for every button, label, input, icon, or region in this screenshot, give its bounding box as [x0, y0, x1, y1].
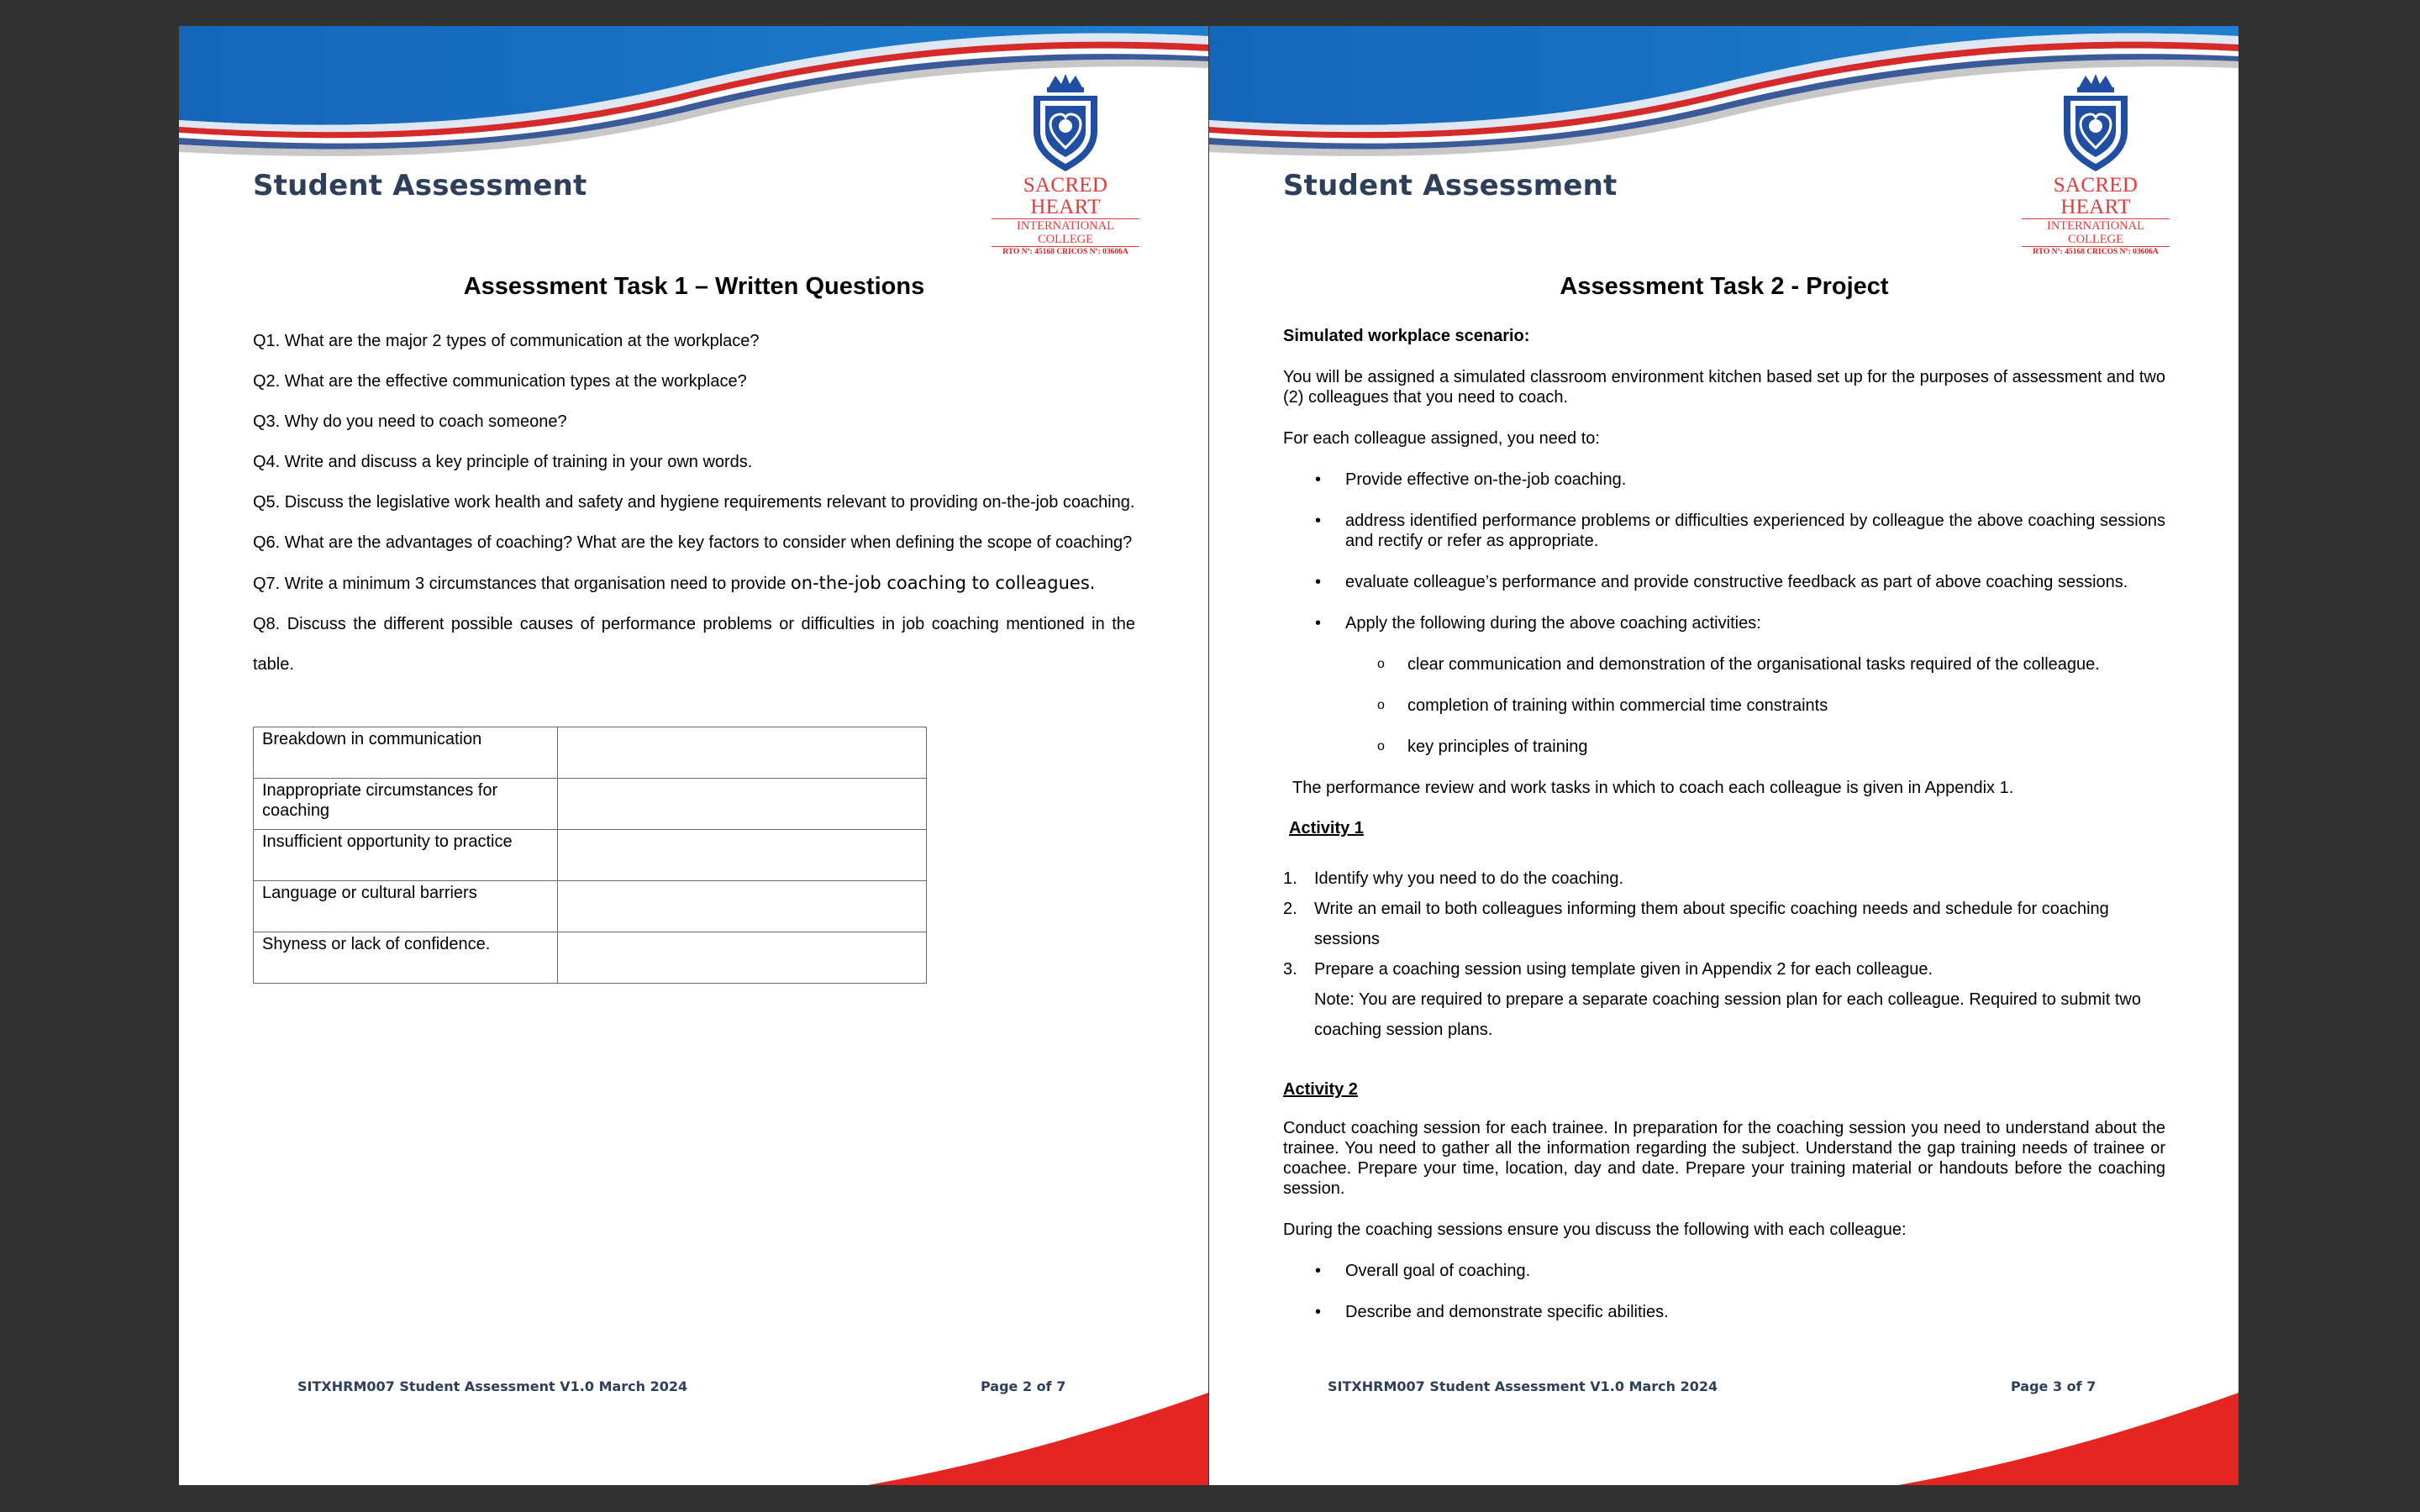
list-number: 3. [1283, 960, 1297, 979]
footer-red-swoosh [179, 1384, 1208, 1485]
circle-bullet-icon: o [1377, 657, 1385, 671]
task-title: Assessment Task 1 – Written Questions [463, 273, 925, 300]
list-item [1283, 613, 2165, 633]
table-row [254, 830, 927, 881]
bullet-icon: • [1315, 1303, 1322, 1321]
list-item-text: Prepare a coaching session using template given in Appendix 2 for each colleague. [1314, 960, 1933, 979]
list-item-text: key principles of training [1407, 738, 1588, 756]
question-6: Q6. What are the advantages of coaching? What are the key factors to consider when defining the scope of coaching? [253, 533, 1133, 552]
crest-icon [2054, 72, 2138, 173]
discuss-list [1283, 1261, 2165, 1322]
requirements-list [1283, 470, 2165, 633]
list-item-text: Describe and demonstrate specific abilities. [1345, 1303, 1669, 1321]
question-7 [253, 563, 1135, 604]
logo-subtitle: INTERNATIONAL COLLEGE [2022, 219, 2170, 247]
list-item [1283, 572, 2165, 592]
question-1: Q1. What are the major 2 types of communication at the workplace? [253, 332, 760, 350]
bullet-icon: • [1315, 614, 1322, 633]
scenario-intro: You will be assigned a simulated classroom environment kitchen based set up for the purposes of assessment and two (2) colleagues that you need to coach. [1283, 368, 2165, 407]
page-content [253, 273, 1135, 984]
question-8: Q8. Discuss the different possible causes of performance problems or difficulties in job coaching mentioned in the table. [253, 615, 1135, 674]
logo-subtitle: INTERNATIONAL COLLEGE [992, 219, 1139, 247]
circle-bullet-icon: o [1377, 698, 1385, 712]
list-number: 2. [1283, 900, 1297, 918]
footer-page-number: Page 2 of 7 [981, 1378, 1066, 1394]
bullet-icon: • [1315, 470, 1322, 489]
activity-1-title: Activity 1 [1289, 819, 1364, 837]
bullet-icon: • [1315, 512, 1322, 530]
list-item [1283, 864, 2165, 894]
table-cell-answer[interactable] [558, 881, 927, 932]
table-cell-answer[interactable] [558, 727, 927, 779]
list-item-text: Overall goal of coaching. [1345, 1262, 1531, 1280]
list-item-text: Write an email to both colleagues informing them about specific coaching needs and schedule for coaching sessions [1314, 900, 2109, 948]
list-item-text: evaluate colleague’s performance and provide constructive feedback as part of above coaching sessions. [1345, 573, 2128, 591]
list-item-text: address identified performance problems or difficulties experienced by colleague the above coaching sessions and rectify or refer as appropriate. [1345, 512, 2165, 550]
list-item [1283, 470, 2165, 490]
discuss-intro: During the coaching sessions ensure you discuss the following with each colleague: [1283, 1221, 1907, 1239]
footer-document-id: SITXHRM007 Student Assessment V1.0 March 2024 [1328, 1378, 1718, 1394]
list-item [1283, 894, 2165, 954]
activity-1-list [1283, 864, 2165, 1045]
table-row [254, 727, 927, 779]
list-item-text: completion of training within commercial time constraints [1407, 696, 1828, 715]
footer-document-id: SITXHRM007 Student Assessment V1.0 March 2024 [297, 1378, 688, 1394]
activity-1-note: Note: You are required to prepare a separate coaching session plan for each colleague. Required to submit two coaching session plans. [1314, 990, 2141, 1039]
task-title: Assessment Task 2 - Project [1560, 273, 1889, 300]
crest-icon [1023, 72, 1107, 173]
table-row [254, 932, 927, 984]
appendix-note: The performance review and work tasks in which to coach each colleague is given in Appendix 1. [1292, 779, 2014, 797]
list-item [1283, 511, 2165, 551]
table-cell-cause: Inappropriate circumstances for coaching [254, 779, 558, 830]
list-item [1283, 1261, 2165, 1281]
activities-sublist [1283, 654, 2165, 757]
table-row [254, 779, 927, 830]
logo-codes: RTO Nº: 45168 CRICOS Nº: 03606A [2033, 248, 2159, 256]
table-cell-cause: Breakdown in communication [254, 727, 558, 779]
table-row [254, 881, 927, 932]
header-title: Student Assessment [253, 169, 587, 202]
question-3: Q3. Why do you need to coach someone? [253, 412, 567, 431]
bullet-icon: • [1315, 573, 1322, 591]
circle-bullet-icon: o [1377, 739, 1385, 753]
footer-page-number: Page 3 of 7 [2011, 1378, 2096, 1394]
causes-table [253, 727, 927, 984]
list-item-text: Apply the following during the above coaching activities: [1345, 614, 1761, 633]
question-4: Q4. Write and discuss a key principle of training in your own words. [253, 453, 753, 471]
question-2: Q2. What are the effective communication types at the workplace? [253, 372, 747, 391]
table-cell-cause: Language or cultural barriers [254, 881, 558, 932]
question-7-suffix: on-the-job coaching to colleagues. [790, 573, 1096, 593]
college-logo [2022, 72, 2170, 256]
question-5: Q5. Discuss the legislative work health and safety and hygiene requirements relevant to providing on-the-job coaching. [253, 493, 1135, 512]
list-item-note [1283, 984, 2165, 1045]
college-logo [992, 72, 1139, 256]
activity-2-text: Conduct coaching session for each trainee. In preparation for the coaching session you need to understand about the trainee. You need to gather all the information regarding the subject. Understand the gap training needs of trainee or coachee. Prepare your time, location, day and date. Prepare your training material or handouts before the coaching session. [1283, 1119, 2165, 1198]
table-cell-answer[interactable] [558, 932, 927, 984]
logo-name: SACRED HEART [992, 175, 1139, 219]
list-item [1283, 1302, 2165, 1322]
logo-codes: RTO Nº: 45168 CRICOS Nº: 03606A [1002, 248, 1128, 256]
document-page-2 [179, 26, 1208, 1485]
list-item-text: Provide effective on-the-job coaching. [1345, 470, 1627, 489]
header-title: Student Assessment [1283, 169, 1618, 202]
activity-2-title: Activity 2 [1283, 1080, 1358, 1099]
table-cell-cause: Shyness or lack of confidence. [254, 932, 558, 984]
list-item [1283, 654, 2165, 675]
question-7-prefix: Q7. Write a minimum 3 circumstances that organisation need to provide [253, 575, 791, 593]
table-cell-answer[interactable] [558, 779, 927, 830]
list-item-text: Identify why you need to do the coaching. [1314, 869, 1624, 888]
bullet-icon: • [1315, 1262, 1322, 1280]
table-cell-answer[interactable] [558, 830, 927, 881]
logo-name: SACRED HEART [2022, 175, 2170, 219]
list-item-text: clear communication and demonstration of the organisational tasks required of the colleague. [1407, 655, 2100, 674]
scenario-heading: Simulated workplace scenario: [1283, 327, 1530, 345]
document-page-3 [1209, 26, 2238, 1485]
list-item [1283, 737, 2165, 757]
list-number: 1. [1283, 869, 1297, 888]
table-cell-cause: Insufficient opportunity to practice [254, 830, 558, 881]
list-item [1283, 954, 2165, 984]
list-item [1283, 696, 2165, 716]
footer-red-swoosh [1209, 1384, 2238, 1485]
for-each-intro: For each colleague assigned, you need to: [1283, 429, 1600, 448]
page-content [1283, 273, 2165, 1343]
